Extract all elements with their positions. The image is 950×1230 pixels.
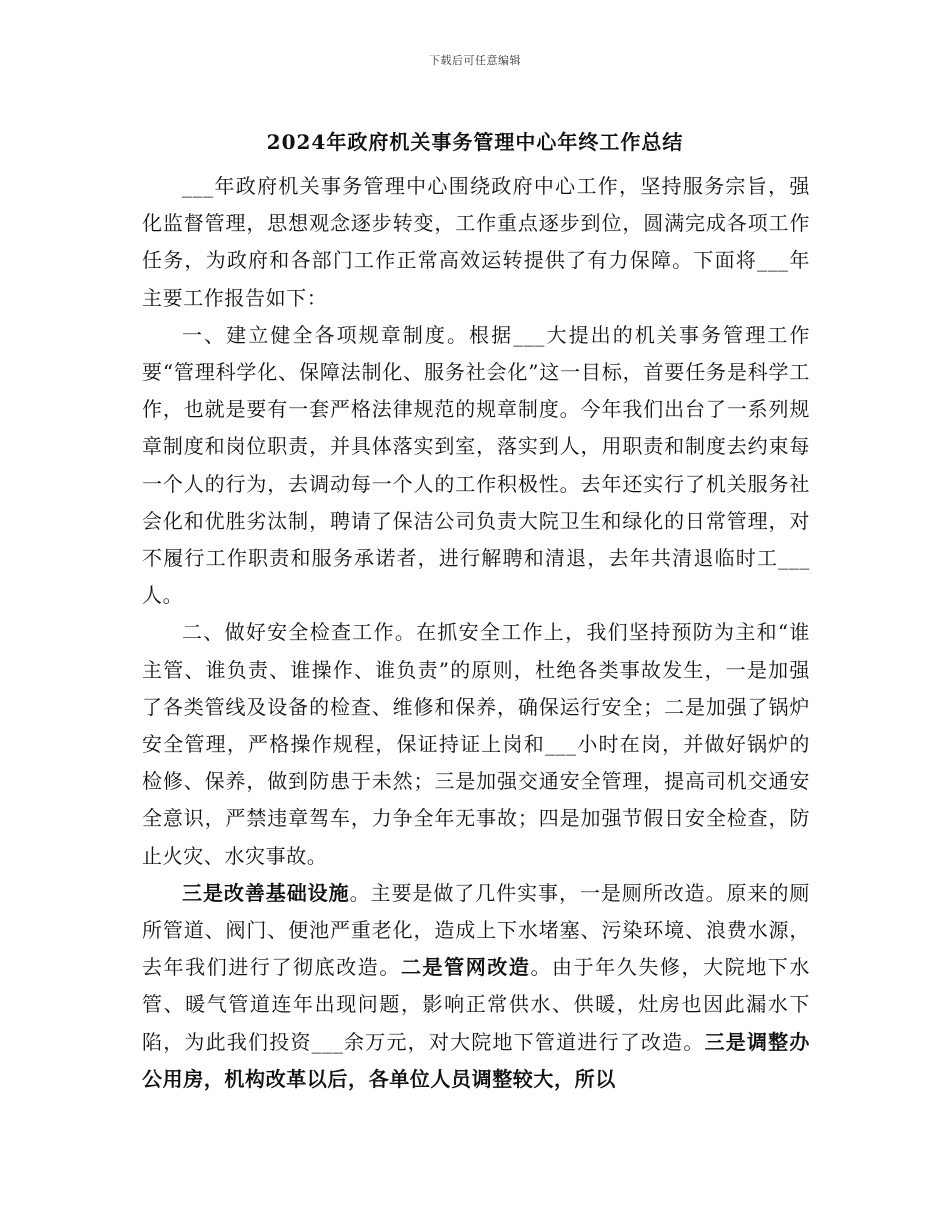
bold-heading-infrastructure: 三是改善基础设施 — [182, 880, 350, 905]
text-segment: 。主要是做了几件实事，一是厕所改造。原来的厕所管道、阀门、便池严重老化，造成上下水堵塞、污染环境、浪费水源，去年我们进行了彻底改造。 — [142, 880, 810, 980]
document-body — [142, 168, 810, 1098]
paragraph-regulations: 一、建立健全各项规章制度。根据___大提出的机关事务管理工作要“管理科学化、保障法制化、服务社会化”这一目标，首要任务是科学工作，也就是要有一套严格法律规范的规章制度。今年我们出台了一系列规章制度和岗位职责，并具体落实到室，落实到人，用职责和制度去约束每一个人的行为，去调动每一个人的工作积极性。去年还实行了机关服务社会化和优胜劣汰制，聘请了保洁公司负责大院卫生和绿化的日常管理，对不履行工作职责和服务承诺者，进行解聘和清退，去年共清退临时工___人。 — [142, 322, 810, 608]
text-segment: 。由于年久失修，大院地下水管、暖气管道连年出现问题，影响正常供水、供暖，灶房也因此漏水下陷，为此我们投资___余万元，对大院地下管道进行了改造。 — [142, 955, 810, 1054]
document-title: 2024年政府机关事务管理中心年终工作总结 — [266, 130, 684, 154]
paragraph-infrastructure — [142, 875, 810, 1098]
bold-heading-pipe-network: 二是管网改造 — [400, 955, 531, 980]
bold-heading-office-space: 三是调整办公用房，机构改革以后，各单位人员调整较大，所以 — [142, 1029, 810, 1091]
paragraph-intro: ___年政府机关事务管理中心围绕政府中心工作，坚持服务宗旨，强化监督管理，思想观念逐步转变，工作重点逐步到位，圆满完成各项工作任务，为政府和各部门工作正常高效运转提供了有力保障。下面将___年主要工作报告如下： — [142, 174, 810, 310]
page-header-note: 下载后可任意编辑 — [429, 54, 521, 67]
paragraph-safety: 二、做好安全检查工作。在抓安全工作上，我们坚持预防为主和“谁主管、谁负责、谁操作、谁负责”的原则，杜绝各类事故发生，一是加强了各类管线及设备的检查、维修和保养，确保运行安全；二是加强了锅炉安全管理，严格操作规程，保证持证上岗和___小时在岗，并做好锅炉的检修、保养，做到防患于未然；三是加强交通安全管理，提高司机交通安全意识，严禁违章驾车，力争全年无事故；四是加强节假日安全检查，防止火灾、水灾事故。 — [142, 620, 810, 868]
